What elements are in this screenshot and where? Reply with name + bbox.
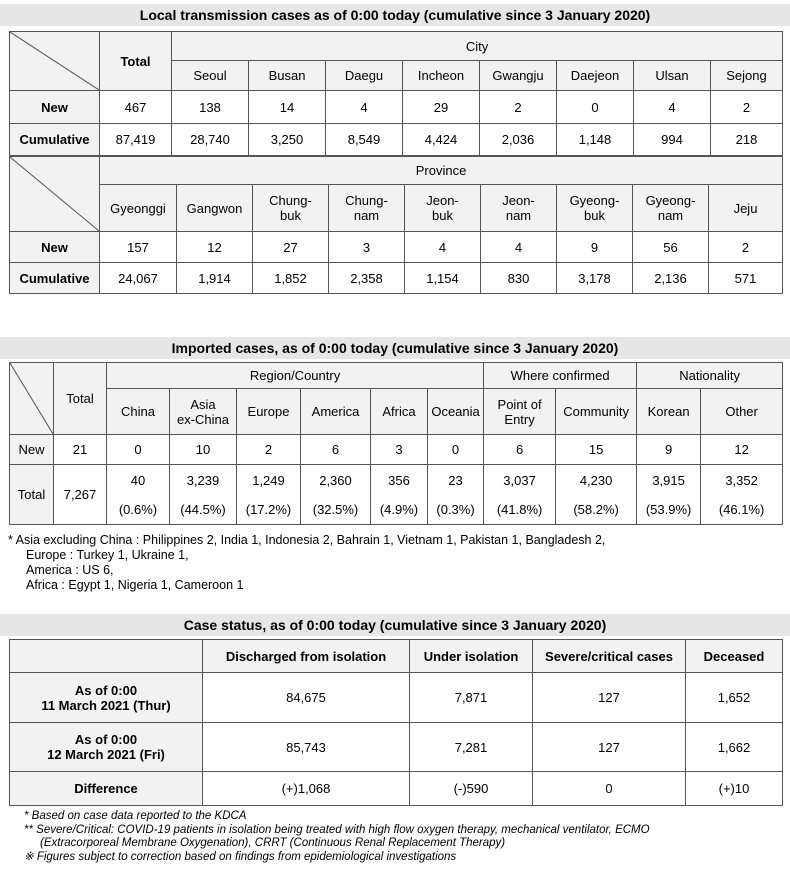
region-group-header: Region/Country [107, 363, 484, 389]
imported-new-total: 21 [54, 435, 107, 465]
imported-new-cell: 9 [637, 435, 701, 465]
imported-total-percent: (41.8%) [496, 501, 543, 517]
status-row-label [10, 673, 203, 723]
city-new-cell: 138 [172, 91, 249, 124]
imported-total-value: 356 [388, 472, 410, 488]
imported-total-value: 3,915 [652, 472, 685, 488]
province-new-cell: 56 [633, 232, 709, 263]
city-group-header: City [172, 32, 783, 61]
imported-table [9, 362, 783, 525]
province-header: Jeon- nam [481, 185, 557, 232]
case-status-table [9, 639, 783, 806]
imported-total-percent: (0.3%) [436, 501, 475, 517]
imported-col-header: China [107, 389, 170, 435]
province-header: Chung- nam [329, 185, 405, 232]
imported-total-value: 2,360 [319, 472, 352, 488]
city-cum-cell: 3,250 [249, 124, 326, 156]
imported-notes [8, 533, 605, 593]
city-cum-cell: 4,424 [403, 124, 480, 156]
status-section-title: Case status, as of 0:00 today (cumulative since 3 January 2020) [0, 614, 790, 636]
city-header: Ulsan [634, 61, 711, 91]
city-new-cell: 29 [403, 91, 480, 124]
nationality-header: Nationality [637, 363, 783, 389]
imported-total-cell [701, 465, 783, 525]
status-row-label [10, 723, 203, 772]
footnote-line: (Extracorporeal Membrane Oxygenation), CRRT (Continuous Renal Replacement Therapy) [40, 837, 506, 849]
total-header: Total [100, 32, 172, 91]
imported-total-cell [371, 465, 428, 525]
status-header: Discharged from isolation [203, 640, 410, 673]
city-new-cell: 0 [557, 91, 634, 124]
status-row-label-line1: As of 0:00 [74, 732, 138, 747]
status-cell: 85,743 [203, 723, 410, 772]
local-section-title: Local transmission cases as of 0:00 today (cumulative since 3 January 2020) [0, 4, 790, 26]
imported-col-header: America [301, 389, 371, 435]
imported-total-value: 3,239 [186, 472, 220, 488]
where-confirmed-header: Where confirmed [484, 363, 637, 389]
imported-col-header: Europe [237, 389, 301, 435]
city-cum-cell: 994 [634, 124, 711, 156]
diagonal-corner-cell [10, 32, 100, 91]
city-header: Gwangju [480, 61, 557, 91]
province-new-cell: 2 [709, 232, 783, 263]
difference-label: Difference [10, 772, 203, 806]
difference-cell: (-)590 [410, 772, 533, 806]
imported-total-percent: (0.6%) [118, 501, 158, 517]
city-new-cell: 2 [711, 91, 783, 124]
note-line: America : US 6, [26, 563, 114, 577]
status-cell: 7,281 [410, 723, 533, 772]
province-cum-cell: 1,914 [177, 263, 253, 294]
imported-total-value: 4,230 [579, 472, 613, 488]
status-cell: 1,652 [686, 673, 783, 723]
province-header: Gyeong- nam [633, 185, 709, 232]
status-cell: 84,675 [203, 673, 410, 723]
province-new-cell: 4 [481, 232, 557, 263]
imported-new-cell: 10 [170, 435, 237, 465]
province-new-cell: 157 [100, 232, 177, 263]
city-cum-cell: 28,740 [172, 124, 249, 156]
imported-col-header: Oceania [428, 389, 484, 435]
imported-total-total: 7,267 [54, 465, 107, 525]
status-cell: 7,871 [410, 673, 533, 723]
footnote-line: * Based on case data reported to the KDCA [24, 810, 247, 822]
local-province-table [9, 156, 783, 294]
note-line: Europe : Turkey 1, Ukraine 1, [26, 548, 189, 562]
city-header: Incheon [403, 61, 480, 91]
row-label-cumulative: Cumulative [10, 124, 100, 156]
imported-total-cell [301, 465, 371, 525]
status-cell: 127 [533, 723, 686, 772]
imported-total-percent: (58.2%) [573, 501, 619, 517]
province-cum-cell: 2,136 [633, 263, 709, 294]
province-cum-cell: 24,067 [100, 263, 177, 294]
province-new-cell: 9 [557, 232, 633, 263]
status-row-label-line2: 11 March 2021 (Thur) [41, 697, 171, 713]
status-row-label-line2: 12 March 2021 (Fri) [47, 747, 165, 762]
diagonal-corner-cell [10, 157, 100, 232]
city-header: Daegu [326, 61, 403, 91]
imported-new-cell: 0 [107, 435, 170, 465]
imported-col-header: Africa [371, 389, 428, 435]
status-header: Deceased [686, 640, 783, 673]
note-line: * Asia excluding China : Philippines 2, India 1, Indonesia 2, Bahrain 1, Vietnam 1, Pakistan 1, Bangladesh 2, [8, 533, 606, 547]
difference-cell: (+)10 [686, 772, 783, 806]
imported-total-percent: (17.2%) [245, 501, 292, 517]
imported-total-value: 40 [130, 472, 146, 488]
imported-total-cell [237, 465, 301, 525]
imported-new-cell: 2 [237, 435, 301, 465]
imported-new-cell: 0 [428, 435, 484, 465]
imported-new-cell: 6 [301, 435, 371, 465]
imported-new-cell: 6 [484, 435, 556, 465]
imported-new-cell: 3 [371, 435, 428, 465]
row-label-new: New [10, 435, 54, 465]
imported-new-cell: 12 [701, 435, 783, 465]
imported-total-cell [556, 465, 637, 525]
city-cum-cell: 8,549 [326, 124, 403, 156]
imported-total-percent: (53.9%) [645, 501, 692, 517]
province-header: Gangwon [177, 185, 253, 232]
province-new-cell: 12 [177, 232, 253, 263]
imported-col-header: Point of Entry [484, 389, 556, 435]
city-new-total: 467 [100, 91, 172, 124]
city-header: Sejong [711, 61, 783, 91]
province-cum-cell: 2,358 [329, 263, 405, 294]
diagonal-corner-cell [10, 363, 54, 435]
status-header: Severe/critical cases [533, 640, 686, 673]
imported-total-percent: (32.5%) [312, 501, 359, 517]
province-cum-cell: 1,852 [253, 263, 329, 294]
imported-total-cell [428, 465, 484, 525]
imported-col-header: Korean [637, 389, 701, 435]
row-label-new: New [10, 91, 100, 124]
imported-col-header: Asia ex-China [170, 389, 237, 435]
imported-total-value: 23 [448, 472, 463, 488]
city-new-cell: 2 [480, 91, 557, 124]
province-cum-cell: 830 [481, 263, 557, 294]
province-cum-cell: 3,178 [557, 263, 633, 294]
province-cum-cell: 1,154 [405, 263, 481, 294]
status-header: Under isolation [410, 640, 533, 673]
city-cum-cell: 1,148 [557, 124, 634, 156]
province-new-cell: 27 [253, 232, 329, 263]
city-new-cell: 4 [326, 91, 403, 124]
note-line: Africa : Egypt 1, Nigeria 1, Cameroon 1 [26, 578, 244, 592]
difference-cell: (+)1,068 [203, 772, 410, 806]
province-header: Jeon- buk [405, 185, 481, 232]
province-cum-cell: 571 [709, 263, 783, 294]
city-new-cell: 14 [249, 91, 326, 124]
imported-total-cell [484, 465, 556, 525]
imported-section-title: Imported cases, as of 0:00 today (cumulative since 3 January 2020) [0, 337, 790, 359]
city-header: Seoul [172, 61, 249, 91]
row-label-cumulative: Cumulative [10, 263, 100, 294]
imported-col-header: Community [556, 389, 637, 435]
province-group-header: Province [100, 157, 783, 185]
province-header: Gyeong- buk [557, 185, 633, 232]
city-new-cell: 4 [634, 91, 711, 124]
province-header: Jeju [709, 185, 783, 232]
province-header: Gyeonggi [100, 185, 177, 232]
total-header: Total [54, 363, 107, 435]
imported-col-header: Other [701, 389, 783, 435]
status-footnotes [24, 810, 650, 864]
status-cell: 1,662 [686, 723, 783, 772]
city-header: Daejeon [557, 61, 634, 91]
imported-total-value: 1,249 [252, 472, 285, 488]
imported-total-cell [637, 465, 701, 525]
status-cell: 127 [533, 673, 686, 723]
row-label-total: Total [10, 465, 54, 525]
footnote-line: ※ Figures subject to correction based on findings from epidemiological investigations [24, 850, 457, 863]
row-label-new: New [10, 232, 100, 263]
city-cum-cell: 2,036 [480, 124, 557, 156]
imported-total-cell [107, 465, 170, 525]
footnote-line: ** Severe/Critical: COVID-19 patients in isolation being treated with high flow oxygen therapy, mechanical ventilator, ECMO [24, 823, 650, 836]
imported-total-cell [170, 465, 237, 525]
city-cum-total: 87,419 [100, 124, 172, 156]
imported-total-value: 3,037 [503, 472, 536, 488]
status-row-label-line1: As of 0:00 [74, 682, 138, 698]
difference-cell: 0 [533, 772, 686, 806]
imported-total-percent: (44.5%) [180, 501, 226, 517]
imported-total-percent: (4.9%) [379, 501, 419, 517]
city-cum-cell: 218 [711, 124, 783, 156]
city-header: Busan [249, 61, 326, 91]
province-header: Chung- buk [253, 185, 329, 232]
province-new-cell: 3 [329, 232, 405, 263]
imported-total-percent: (46.1%) [718, 501, 765, 517]
corner-cell [10, 640, 203, 673]
local-city-table [9, 31, 783, 156]
province-new-cell: 4 [405, 232, 481, 263]
imported-new-cell: 15 [556, 435, 637, 465]
imported-total-value: 3,352 [725, 472, 758, 488]
